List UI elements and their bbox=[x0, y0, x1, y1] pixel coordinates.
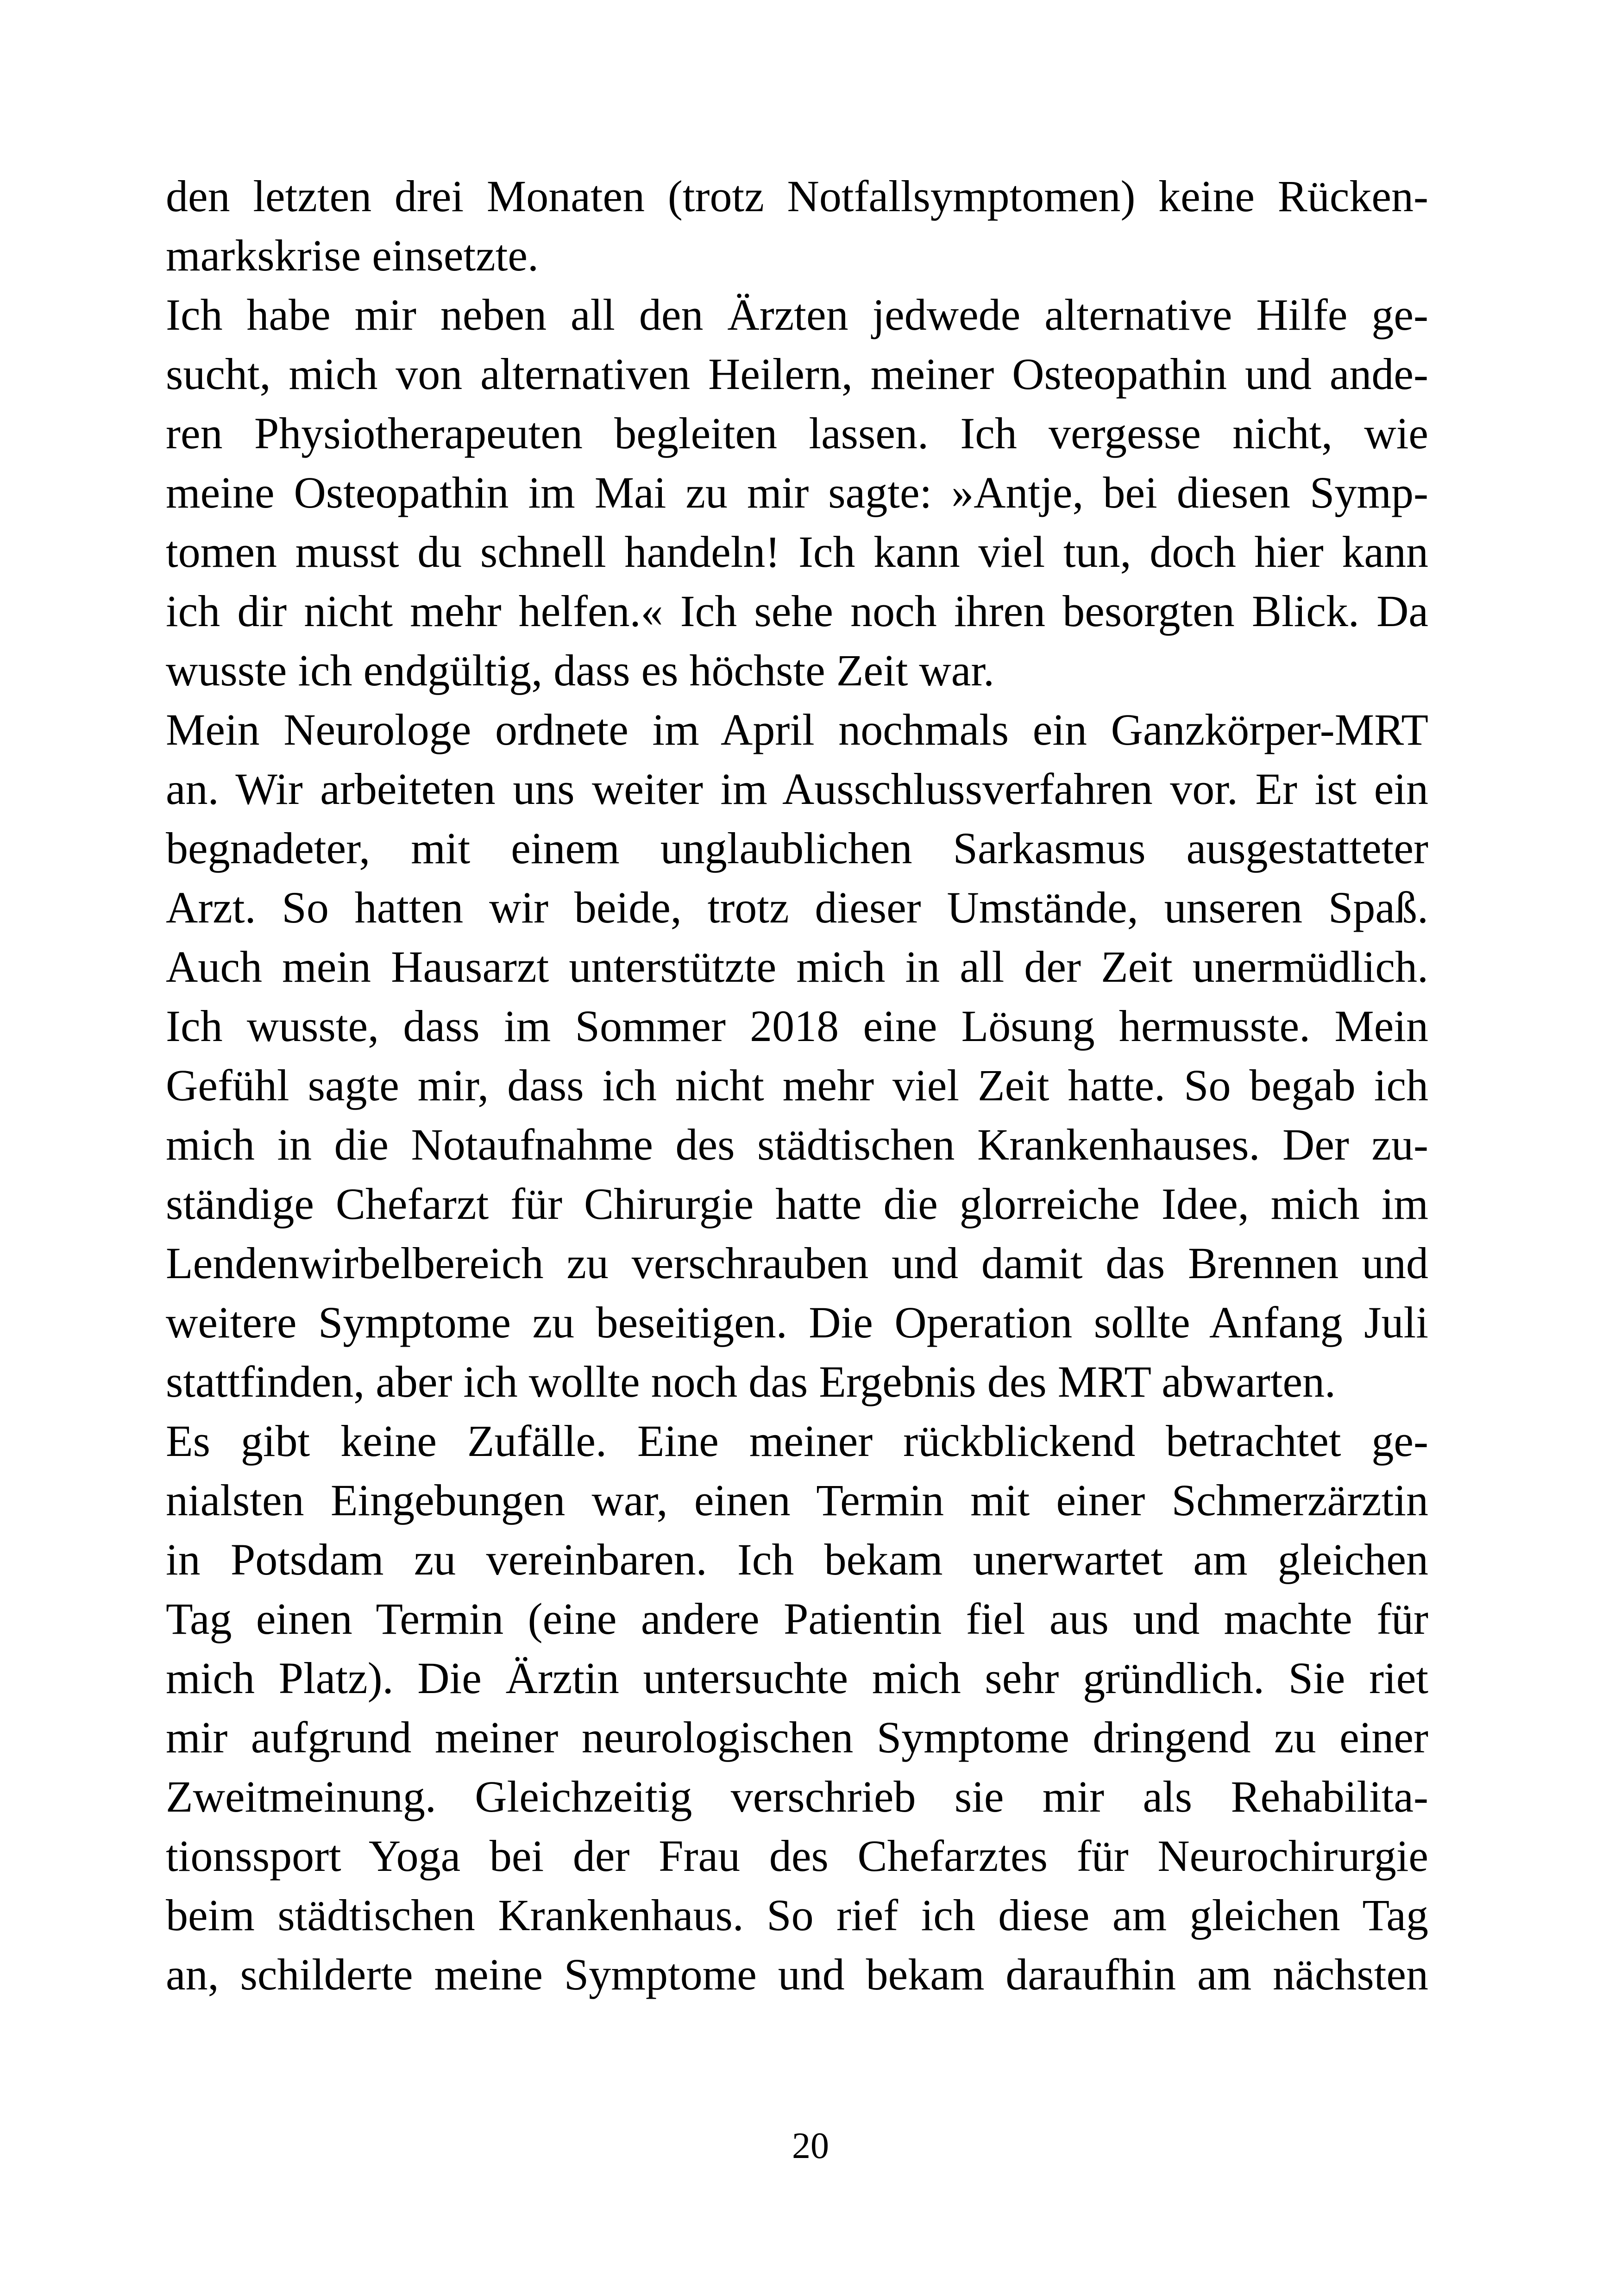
text-line: mich in die Notaufnahme des städtischen Krankenhauses. Der zu- bbox=[166, 1120, 1428, 1169]
text-line: ich dir nicht mehr helfen.« Ich sehe noch ihren besorgten Blick. Da bbox=[166, 586, 1428, 636]
text-line: Lendenwirbelbereich zu verschrauben und damit das Brennen und bbox=[166, 1238, 1428, 1288]
text-line: Auch mein Hausarzt unterstützte mich in all der Zeit unermüdlich. bbox=[166, 942, 1428, 991]
text-line: tionssport Yoga bei der Frau des Chefarztes für Neurochirurgie bbox=[166, 1831, 1428, 1881]
text-line: mir aufgrund meiner neurologischen Symptome dringend zu einer bbox=[166, 1713, 1428, 1762]
text-line: an, schilderte meine Symptome und bekam daraufhin am nächsten bbox=[166, 1950, 1428, 1999]
text-line: mich Platz). Die Ärztin untersuchte mich sehr gründlich. Sie riet bbox=[166, 1653, 1428, 1703]
text-line: nialsten Eingebungen war, einen Termin mit einer Schmerzärztin bbox=[166, 1475, 1428, 1525]
text-line: Gefühl sagte mir, dass ich nicht mehr viel Zeit hatte. So begab ich bbox=[166, 1060, 1428, 1110]
text-line: wusste ich endgültig, dass es höchste Zeit war. bbox=[166, 646, 994, 695]
text-line: an. Wir arbeiteten uns weiter im Ausschlussverfahren vor. Er ist ein bbox=[166, 764, 1428, 814]
text-line: sucht, mich von alternativen Heilern, meiner Osteopathin und ande- bbox=[166, 349, 1428, 399]
text-line: Mein Neurologe ordnete im April nochmals ein Ganzkörper-MRT bbox=[166, 705, 1428, 754]
text-line: Ich habe mir neben all den Ärzten jedwede alternative Hilfe ge- bbox=[166, 290, 1428, 339]
text-line: Tag einen Termin (eine andere Patientin fiel aus und machte für bbox=[166, 1594, 1428, 1644]
page-number: 20 bbox=[792, 2126, 829, 2166]
text-line: Ich wusste, dass im Sommer 2018 eine Lösung hermusste. Mein bbox=[166, 1001, 1428, 1051]
text-line: begnadeter, mit einem unglaublichen Sarkasmus ausgestatteter bbox=[166, 823, 1428, 873]
text-line: meine Osteopathin im Mai zu mir sagte: »Antje, bei diesen Symp- bbox=[166, 468, 1428, 517]
text-line: ren Physiotherapeuten begleiten lassen. Ich vergesse nicht, wie bbox=[166, 408, 1428, 458]
text-line: Es gibt keine Zufälle. Eine meiner rückblickend betrachtet ge- bbox=[166, 1416, 1428, 1466]
text-line: beim städtischen Krankenhaus. So rief ich diese am gleichen Tag bbox=[166, 1890, 1428, 1940]
text-line: Arzt. So hatten wir beide, trotz dieser Umstände, unseren Spaß. bbox=[166, 883, 1428, 932]
text-line: stattfinden, aber ich wollte noch das Ergebnis des MRT abwarten. bbox=[166, 1357, 1336, 1406]
body-text bbox=[166, 167, 1428, 2004]
text-line: weitere Symptome zu beseitigen. Die Operation sollte Anfang Juli bbox=[166, 1298, 1428, 1347]
text-line: tomen musst du schnell handeln! Ich kann viel tun, doch hier kann bbox=[166, 527, 1428, 577]
text-line: ständige Chefarzt für Chirurgie hatte die glorreiche Idee, mich im bbox=[166, 1179, 1428, 1229]
text-line: den letzten drei Monaten (trotz Notfallsymptomen) keine Rücken- bbox=[166, 171, 1428, 221]
text-line: Zweitmeinung. Gleichzeitig verschrieb sie mir als Rehabilita- bbox=[166, 1772, 1428, 1821]
text-line: markskrise einsetzte. bbox=[166, 231, 539, 280]
text-line: in Potsdam zu vereinbaren. Ich bekam unerwartet am gleichen bbox=[166, 1535, 1428, 1584]
